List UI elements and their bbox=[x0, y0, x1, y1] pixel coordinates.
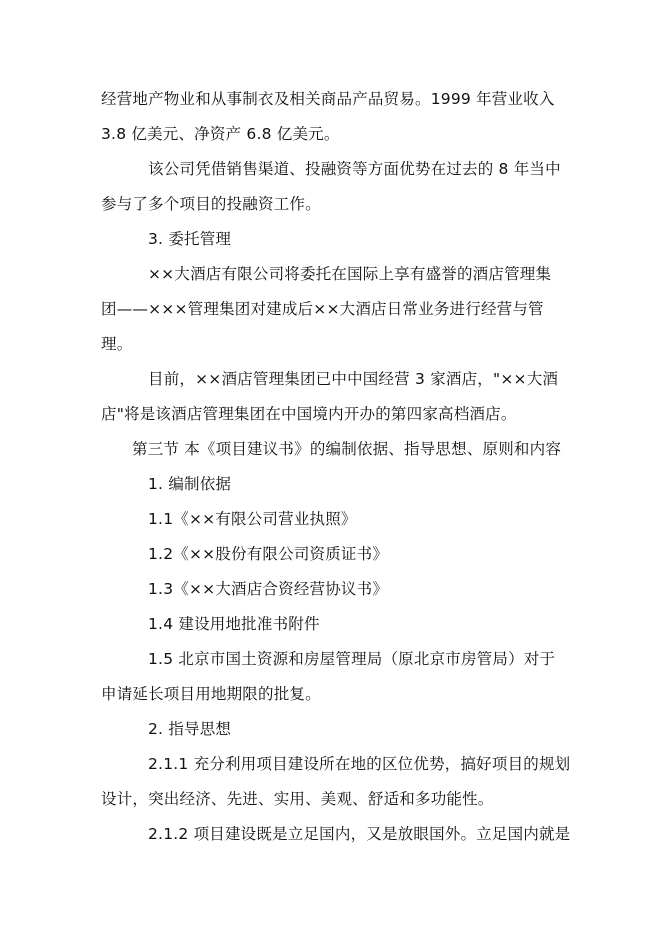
text-line: 目前，××酒店管理集团已中中国经营 3 家酒店，"××大酒 bbox=[148, 370, 559, 388]
section-heading: 2. 指导思想 bbox=[148, 720, 232, 738]
list-item: 1.2《××股份有限公司资质证书》 bbox=[148, 545, 389, 563]
section-heading: 1. 编制依据 bbox=[148, 475, 232, 493]
list-item: 1.4 建设用地批准书附件 bbox=[148, 615, 320, 633]
list-item: 1.5 北京市国土资源和房屋管理局（原北京市房管局）对于 bbox=[148, 650, 556, 668]
text-line: 3.8 亿美元、净资产 6.8 亿美元。 bbox=[101, 125, 340, 143]
text-line: 设计，突出经济、先进、实用、美观、舒适和多功能性。 bbox=[101, 790, 494, 808]
text-line: 经营地产物业和从事制衣及相关商品产品贸易。1999 年营业收入 bbox=[101, 90, 555, 108]
text-line: 店"将是该酒店管理集团在中国境内开办的第四家高档酒店。 bbox=[101, 405, 517, 423]
section-heading: 3. 委托管理 bbox=[148, 230, 232, 248]
text-line: 理。 bbox=[101, 335, 133, 353]
text-line: 该公司凭借销售渠道、投融资等方面优势在过去的 8 年当中 bbox=[148, 160, 561, 178]
list-item: 1.1《××有限公司营业执照》 bbox=[148, 510, 357, 528]
text-line: 申请延长项目用地期限的批复。 bbox=[101, 685, 321, 703]
list-item: 2.1.1 充分利用项目建设所在地的区位优势，搞好项目的规划 bbox=[148, 755, 571, 773]
chapter-heading: 第三节 本《项目建议书》的编制依据、指导思想、原则和内容 bbox=[132, 440, 562, 458]
text-line: ××大酒店有限公司将委托在国际上享有盛誉的酒店管理集 bbox=[148, 265, 552, 283]
text-line: 团——×××管理集团对建成后××大酒店日常业务进行经营与管 bbox=[101, 300, 544, 318]
list-item: 1.3《××大酒店合资经营协议书》 bbox=[148, 580, 389, 598]
list-item: 2.1.2 项目建设既是立足国内，又是放眼国外。立足国内就是 bbox=[148, 825, 571, 843]
text-line: 参与了多个项目的投融资工作。 bbox=[101, 195, 321, 213]
